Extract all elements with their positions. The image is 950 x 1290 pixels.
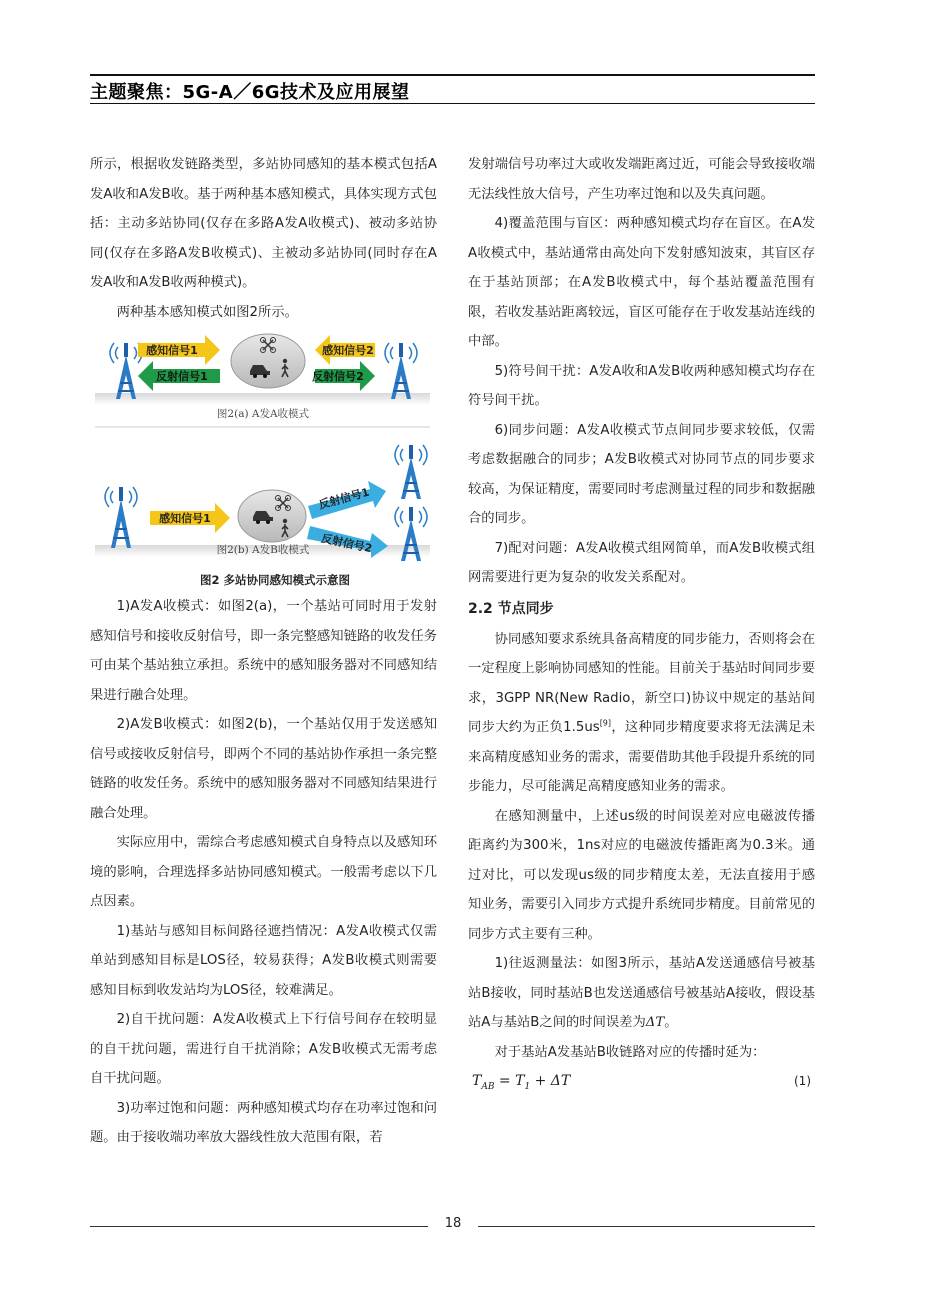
arrow-reflect1-b xyxy=(308,481,386,519)
paragraph: 对于基站A发基站B收链路对应的传播时延为： xyxy=(494,1044,766,1060)
tower-right-top-b-icon xyxy=(395,445,427,499)
arrow-sense1-b xyxy=(150,503,230,533)
label-sense2: 感知信号2 xyxy=(322,344,374,357)
eq-rhs: + ΔT xyxy=(530,1073,571,1089)
label-reflect1: 反射信号1 xyxy=(156,370,208,383)
paragraph: 5)符号间干扰：A发A收和A发B收两种感知模式均存在符号间干扰。 xyxy=(468,363,815,408)
text-run: 1)往返测量法：如图3所示，基站A发送通感信号被基站B接收，同时基站B也发送通感信号被基站A接收，假设基站A与基站B之间的时间误差为 xyxy=(468,956,815,1030)
arrow-reflect2-a xyxy=(312,361,375,391)
paragraph xyxy=(468,625,815,802)
tower-left-b-icon xyxy=(105,487,137,548)
delta-t-symbol: ΔT xyxy=(645,1015,665,1030)
shadow-band-a xyxy=(95,393,430,405)
target-zone-a xyxy=(231,334,305,388)
paragraph: 所示，根据收发链路类型，多站协同感知的基本模式包括A发A收和A发B收。基于两种基本感知模式，具体实现方式包括：主动多站协同(仅存在多路A发A收模式)、被动多站协同(仅存在多路A发B收模式)、主被动多站协同(同时存在A发A收和A发B收两种模式)。 xyxy=(90,157,437,290)
page-number: 18 xyxy=(444,1216,462,1231)
paragraph: 2)A发B收模式：如图2(b)，一个基站仅用于发送感知信号或接收反射信号，即两个不同的基站协作承担一条完整链路的收发任务。系统中的感知服务器对不同感知结果进行融合处理。 xyxy=(90,717,437,821)
eq-lhs-sub: AB xyxy=(481,1081,495,1092)
paragraph: 6)同步问题：A发A收模式节点间同步要求较低，仅需考虑数据融合的同步；A发B收模式对协同节点的同步要求较高，为保证精度，需要同时考虑测量过程的同步和数据融合的同步。 xyxy=(468,422,815,526)
target-zone-b xyxy=(238,490,306,542)
tower-right-a-icon xyxy=(385,343,417,399)
paragraph: 发射端信号功率过大或收发端距离过近，可能会导致接收端无法线性放大信号，产生功率过饱和以及失真问题。 xyxy=(468,157,815,202)
eq-mid: = T xyxy=(494,1073,525,1089)
left-column xyxy=(90,150,437,1153)
caption-2b: 图2(b) A发B收模式 xyxy=(216,544,310,556)
label-reflect1-b: 反射信号1 xyxy=(317,485,371,512)
journal-section-title: 主题聚焦：5G-A／6G技术及应用展望 xyxy=(90,82,410,103)
paragraph: 3)功率过饱和问题：两种感知模式均存在功率过饱和问题。由于接收端功率放大器线性放大范围有限，若 xyxy=(90,1100,437,1145)
paragraph: 实际应用中，需综合考虑感知模式自身特点以及感知环境的影响，合理选择多站协同感知模式。一般需考虑以下几点因素。 xyxy=(90,835,437,909)
citation-ref[interactable]: [9] xyxy=(599,718,612,728)
section-heading: 2.2 节点同步 xyxy=(468,600,554,617)
paragraph: 2)自干扰问题：A发A收模式上下行信号间存在较明显的自干扰问题，需进行自干扰消除；A发B收模式无需考虑自干扰问题。 xyxy=(90,1012,437,1086)
figure-2 xyxy=(90,331,437,568)
eq-lhs: T xyxy=(472,1073,482,1089)
paragraph: 两种基本感知模式如图2所示。 xyxy=(116,304,298,320)
eq-mid-sub: 1 xyxy=(524,1081,531,1092)
header-rule-bottom xyxy=(90,103,815,104)
label-sense1-b: 感知信号1 xyxy=(159,512,211,525)
arrow-reflect1-a xyxy=(138,361,220,391)
tower-left-a-icon xyxy=(110,343,142,399)
paragraph: 4)覆盖范围与盲区：两种感知模式均存在盲区。在A发A收模式中，基站通常由高处向下发射感知波束，其盲区存在于基站顶部；在A发B收模式中，每个基站覆盖范围有限，若收发基站距离较远，盲区可能存在于收发基站连线的中部。 xyxy=(468,216,815,349)
caption-2a: 图2(a) A发A收模式 xyxy=(216,408,310,420)
arrow-sense1-a xyxy=(138,335,220,365)
equation-1 xyxy=(468,1067,815,1099)
equation-number: (1) xyxy=(794,1074,811,1088)
paragraph: 1)基站与感知目标间路径遮挡情况：A发A收模式仅需单站到感知目标是LOS径，较易获得；A发B收模式则需要感知目标到收发站均为LOS径，较难满足。 xyxy=(90,923,437,998)
footer-rule-right xyxy=(478,1226,815,1227)
label-sense1: 感知信号1 xyxy=(146,344,198,357)
footer-rule-left xyxy=(90,1226,428,1227)
text-run: 协同感知要求系统具备高精度的同步能力，否则将会在一定程度上影响协同感知的性能。目前关于基站时间同步要求，3GPP NR(New Radio，新空口)协议中规定的基站间同步大约为正负1.5us xyxy=(468,631,815,735)
equation-body xyxy=(472,1067,570,1102)
header-rule-top xyxy=(90,74,815,76)
paragraph: 在感知测量中，上述us级的时间误差对应电磁波传播距离约为300米，1ns对应的电磁波传播距离为0.3米。通过对比，可以发现us级的同步精度太差，无法直接用于感知业务，需要引入同步方式提升系统同步精度。目前常见的同步方式主要有三种。 xyxy=(468,808,815,942)
text-run: 。 xyxy=(664,1015,678,1030)
right-column xyxy=(468,150,815,1099)
figure-caption: 图2 多站协同感知模式示意图 xyxy=(199,573,350,587)
figure-2-diagram xyxy=(90,331,437,568)
paragraph: 1)A发A收模式：如图2(a)，一个基站可同时用于发射感知信号和接收反射信号，即一条完整感知链路的收发任务可由某个基站独立承担。系统中的感知服务器对不同感知结果进行融合处理。 xyxy=(90,599,437,703)
arrow-sense2-a xyxy=(315,335,375,365)
paragraph: 7)配对问题：A发A收模式组网简单，而A发B收模式组网需要进行更为复杂的收发关系配对。 xyxy=(468,540,815,585)
text-run: ，这种同步精度要求将无法满足未来高精度感知业务的需求，需要借助其他手段提升系统的同步能力，尽可能满足高精度感知业务的需求。 xyxy=(468,720,815,794)
label-reflect2: 反射信号2 xyxy=(312,370,364,383)
label-reflect2-b: 反射信号2 xyxy=(320,531,374,556)
paragraph xyxy=(468,949,815,1038)
